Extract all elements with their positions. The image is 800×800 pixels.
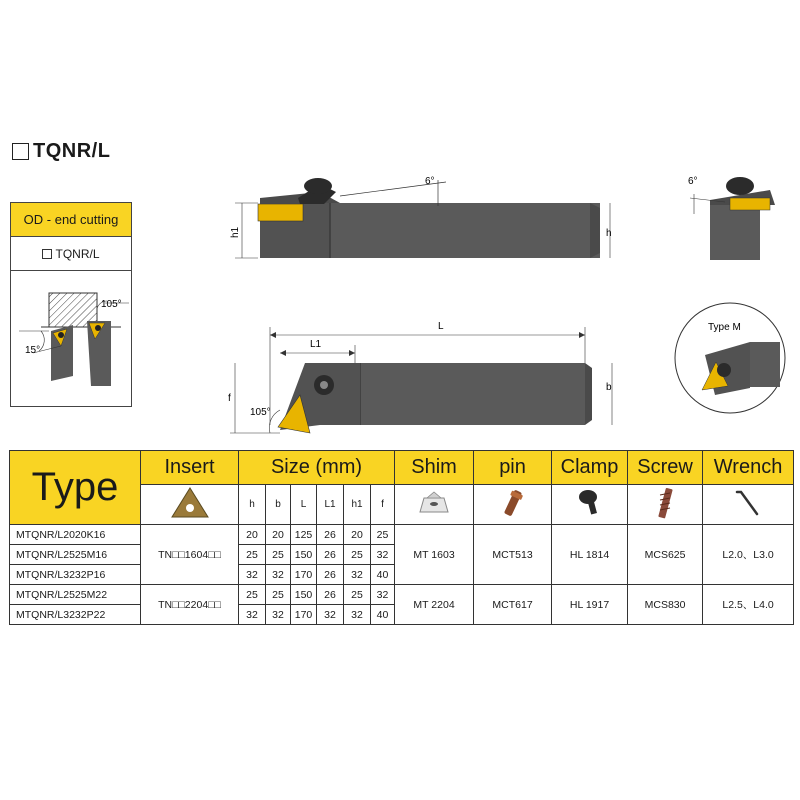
model-cell: MTQNR/L2525M22 [10, 585, 141, 605]
dim-L1-label: L1 [310, 339, 322, 350]
angle-6-side-label: 6° [688, 176, 698, 187]
dim-b-label: b [606, 382, 612, 393]
insert-icon [258, 204, 303, 221]
shim-icon [417, 490, 451, 516]
size-cell: 26 [317, 585, 344, 605]
size-cell: 26 [317, 545, 344, 565]
size-cell: 32 [317, 605, 344, 625]
size-cell: 26 [317, 565, 344, 585]
insert-cell: TN□□2204□□ [141, 585, 239, 625]
size-cell: 32 [371, 585, 395, 605]
size-col-b: b [266, 485, 291, 525]
spec-table [9, 450, 793, 625]
size-cell: 20 [344, 525, 371, 545]
table-row [10, 525, 794, 545]
model-cell: MTQNR/L3232P22 [10, 605, 141, 625]
dim-L-label: L [438, 321, 444, 332]
cutting-diagram [11, 271, 131, 406]
pin-cell: MCT513 [474, 525, 552, 585]
shim-cell: MT 1603 [395, 525, 474, 585]
size-cell: 20 [266, 525, 291, 545]
size-cell: 25 [344, 545, 371, 565]
size-col-h1: h1 [344, 485, 371, 525]
header-size: Size (mm) [239, 451, 395, 485]
type-m-label: Type M [708, 322, 741, 333]
size-cell: 25 [371, 525, 395, 545]
screw-icon [650, 485, 680, 521]
header-pin: pin [474, 451, 552, 485]
panel-subheading: TQNR/L [11, 237, 131, 271]
clamp-image-cell [552, 485, 628, 525]
size-cell: 170 [291, 565, 317, 585]
dim-h-label: h [606, 228, 612, 239]
size-cell: 26 [317, 525, 344, 545]
screw-image-cell [628, 485, 703, 525]
header-clamp: Clamp [552, 451, 628, 485]
insert-cell: TN□□1604□□ [141, 525, 239, 585]
tool-side-view [680, 170, 780, 265]
size-cell: 25 [239, 545, 266, 565]
angle-105-label: 105° [101, 299, 122, 310]
clamp-icon [575, 486, 605, 520]
table-row [10, 585, 794, 605]
header-type: Type [10, 451, 141, 525]
dim-h1-label: h1 [230, 226, 241, 238]
size-cell: 170 [291, 605, 317, 625]
size-cell: 150 [291, 585, 317, 605]
size-cell: 150 [291, 545, 317, 565]
wrench-cell: L2.5、L4.0 [703, 585, 794, 625]
checkbox-square-icon [42, 249, 52, 259]
size-cell: 32 [266, 605, 291, 625]
size-cell: 40 [371, 565, 395, 585]
clamp-cell: HL 1917 [552, 585, 628, 625]
size-col-L: L [291, 485, 317, 525]
tool-front-view [220, 170, 620, 270]
pin-icon [498, 486, 528, 520]
header-screw: Screw [628, 451, 703, 485]
tool-top-view [220, 315, 620, 445]
size-cell: 32 [239, 565, 266, 585]
checkbox-square-icon [12, 143, 29, 160]
size-cell: 32 [239, 605, 266, 625]
insert-image-cell [141, 485, 239, 525]
pin-image-cell [474, 485, 552, 525]
size-cell: 20 [239, 525, 266, 545]
model-cell: MTQNR/L2020K16 [10, 525, 141, 545]
size-col-h: h [239, 485, 266, 525]
angle-6-label: 6° [425, 176, 435, 187]
od-end-cutting-panel [10, 202, 132, 407]
size-cell: 40 [371, 605, 395, 625]
size-col-f: f [371, 485, 395, 525]
type-m-detail [670, 300, 790, 420]
size-col-L1: L1 [317, 485, 344, 525]
size-cell: 32 [344, 605, 371, 625]
angle-15-label: 15° [25, 345, 41, 356]
dim-f-label: f [228, 393, 231, 404]
shim-image-cell [395, 485, 474, 525]
size-cell: 125 [291, 525, 317, 545]
size-cell: 32 [344, 565, 371, 585]
size-cell: 25 [266, 545, 291, 565]
header-shim: Shim [395, 451, 474, 485]
size-cell: 32 [371, 545, 395, 565]
size-cell: 32 [266, 565, 291, 585]
wrench-icon [731, 488, 765, 518]
header-insert: Insert [141, 451, 239, 485]
wrench-cell: L2.0、L3.0 [703, 525, 794, 585]
header-wrench: Wrench [703, 451, 794, 485]
angle-105-bottom-label: 105° [250, 407, 271, 418]
screw-cell: MCS625 [628, 525, 703, 585]
size-cell: 25 [239, 585, 266, 605]
pin-cell: MCT617 [474, 585, 552, 625]
insert-icon [170, 486, 210, 520]
model-cell: MTQNR/L3232P16 [10, 565, 141, 585]
model-cell: MTQNR/L2525M16 [10, 545, 141, 565]
page-title: TQNR/L [12, 140, 110, 163]
shim-cell: MT 2204 [395, 585, 474, 625]
wrench-image-cell [703, 485, 794, 525]
clamp-cell: HL 1814 [552, 525, 628, 585]
size-cell: 25 [344, 585, 371, 605]
panel-heading: OD - end cutting [11, 203, 131, 237]
size-cell: 25 [266, 585, 291, 605]
screw-cell: MCS830 [628, 585, 703, 625]
